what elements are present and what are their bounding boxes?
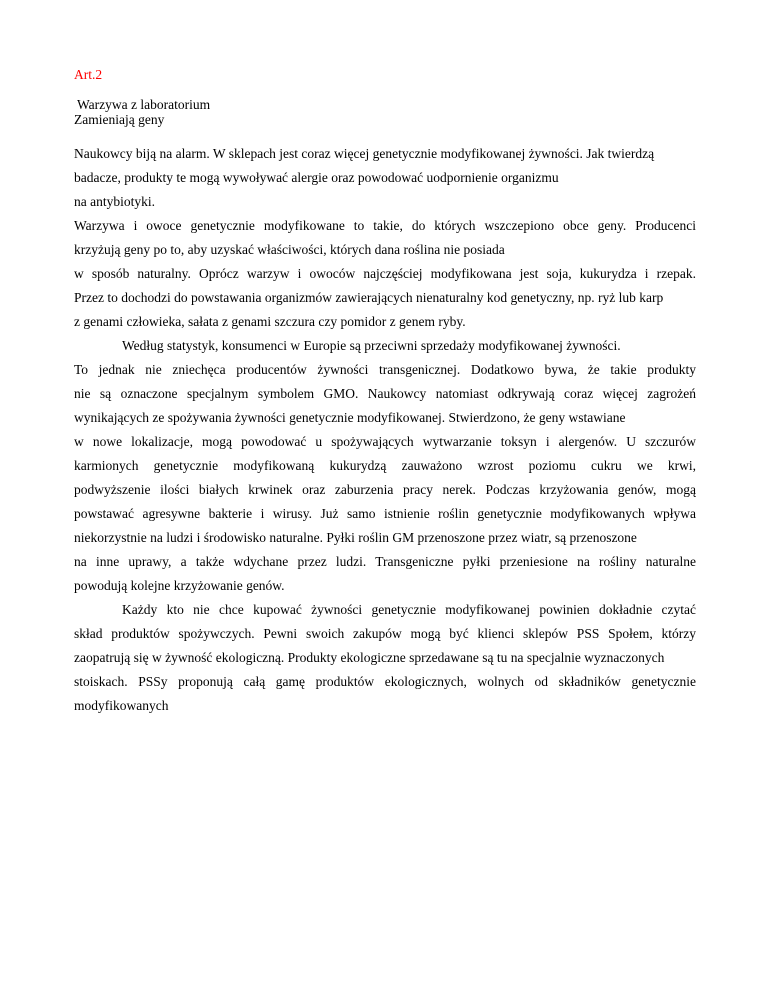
article-line: Według statystyk, konsumenci w Europie są przeciwni sprzedaży modyfikowanej żywności. — [122, 338, 621, 353]
article-body — [74, 142, 696, 718]
article-line: podwyższenie ilości białych krwinek oraz zaburzenia pracy nerek. Podczas krzyżowania genów, mogą — [74, 482, 696, 497]
article-line: z genami człowieka, sałata z genami szczura czy pomidor z genem ryby. — [74, 314, 466, 329]
article-line: Naukowcy biją na alarm. W sklepach jest coraz więcej genetycznie modyfikowanej żywności. Jak twierdzą — [74, 146, 655, 161]
article-line: na antybiotyki. — [74, 194, 155, 209]
article-line: w nowe lokalizacje, mogą powodować u spożywających wytwarzanie toksyn i alergenów. U szczurów — [74, 434, 696, 449]
document-page — [74, 66, 696, 718]
article-label: Art.2 — [74, 67, 103, 82]
article-line: Warzywa i owoce genetycznie modyfikowane to takie, do których wszczepiono obce geny. Producenci — [74, 218, 696, 233]
article-line: badacze, produkty te mogą wywoływać alergie oraz powodować uodpornienie organizmu — [74, 170, 559, 185]
article-line: w sposób naturalny. Oprócz warzyw i owoców najczęściej modyfikowana jest soja, kukurydza i rzepak. — [74, 266, 696, 281]
article-line: Każdy kto nie chce kupować żywności genetycznie modyfikowanej powinien dokładnie czytać — [122, 602, 696, 617]
article-line: To jednak nie zniechęca producentów żywności transgenicznej. Dodatkowo bywa, że takie produkty — [74, 362, 696, 377]
article-line: powodują kolejne krzyżowanie genów. — [74, 578, 285, 593]
article-line: krzyżują geny po to, aby uzyskać właściwości, których dana roślina nie posiada — [74, 242, 505, 257]
headline-line-1: Warzywa z laboratorium — [77, 97, 211, 112]
headline-line-2: Zamieniają geny — [74, 112, 165, 127]
article-line: wynikających ze spożywania żywności genetycznie modyfikowanej. Stwierdzono, że geny wstawiane — [74, 410, 626, 425]
article-line: karmionych genetycznie modyfikowaną kukurydzą zauważono wzrost poziomu cukru we krwi, — [74, 458, 696, 473]
article-line: zaopatrują się w żywność ekologiczną. Produkty ekologiczne sprzedawane są tu na specjalnie wyznaczonych — [74, 650, 665, 665]
article-line: nie są oznaczone specjalnym symbolem GMO. Naukowcy natomiast odkrywają coraz więcej zagrożeń — [74, 386, 696, 401]
article-line: niekorzystnie na ludzi i środowisko naturalne. Pyłki roślin GM przenoszone przez wiatr, są przenoszone — [74, 530, 637, 545]
article-line: powstawać agresywne bakterie i wirusy. Już samo istnienie roślin genetycznie modyfikowanych wpływa — [74, 506, 696, 521]
article-line: na inne uprawy, a także wdychane przez ludzi. Transgeniczne pyłki przeniesione na rośliny naturalne — [74, 554, 696, 569]
article-line: skład produktów spożywczych. Pewni swoich zakupów mogą być klienci sklepów PSS Społem, którzy — [74, 626, 696, 641]
article-headline — [74, 97, 696, 127]
article-line: modyfikowanych — [74, 698, 169, 713]
article-line: Przez to dochodzi do powstawania organizmów zawierających nienaturalny kod genetyczny, np. ryż lub karp — [74, 290, 664, 305]
article-line: stoiskach. PSSy proponują całą gamę produktów ekologicznych, wolnych od składników genetycznie — [74, 674, 696, 689]
